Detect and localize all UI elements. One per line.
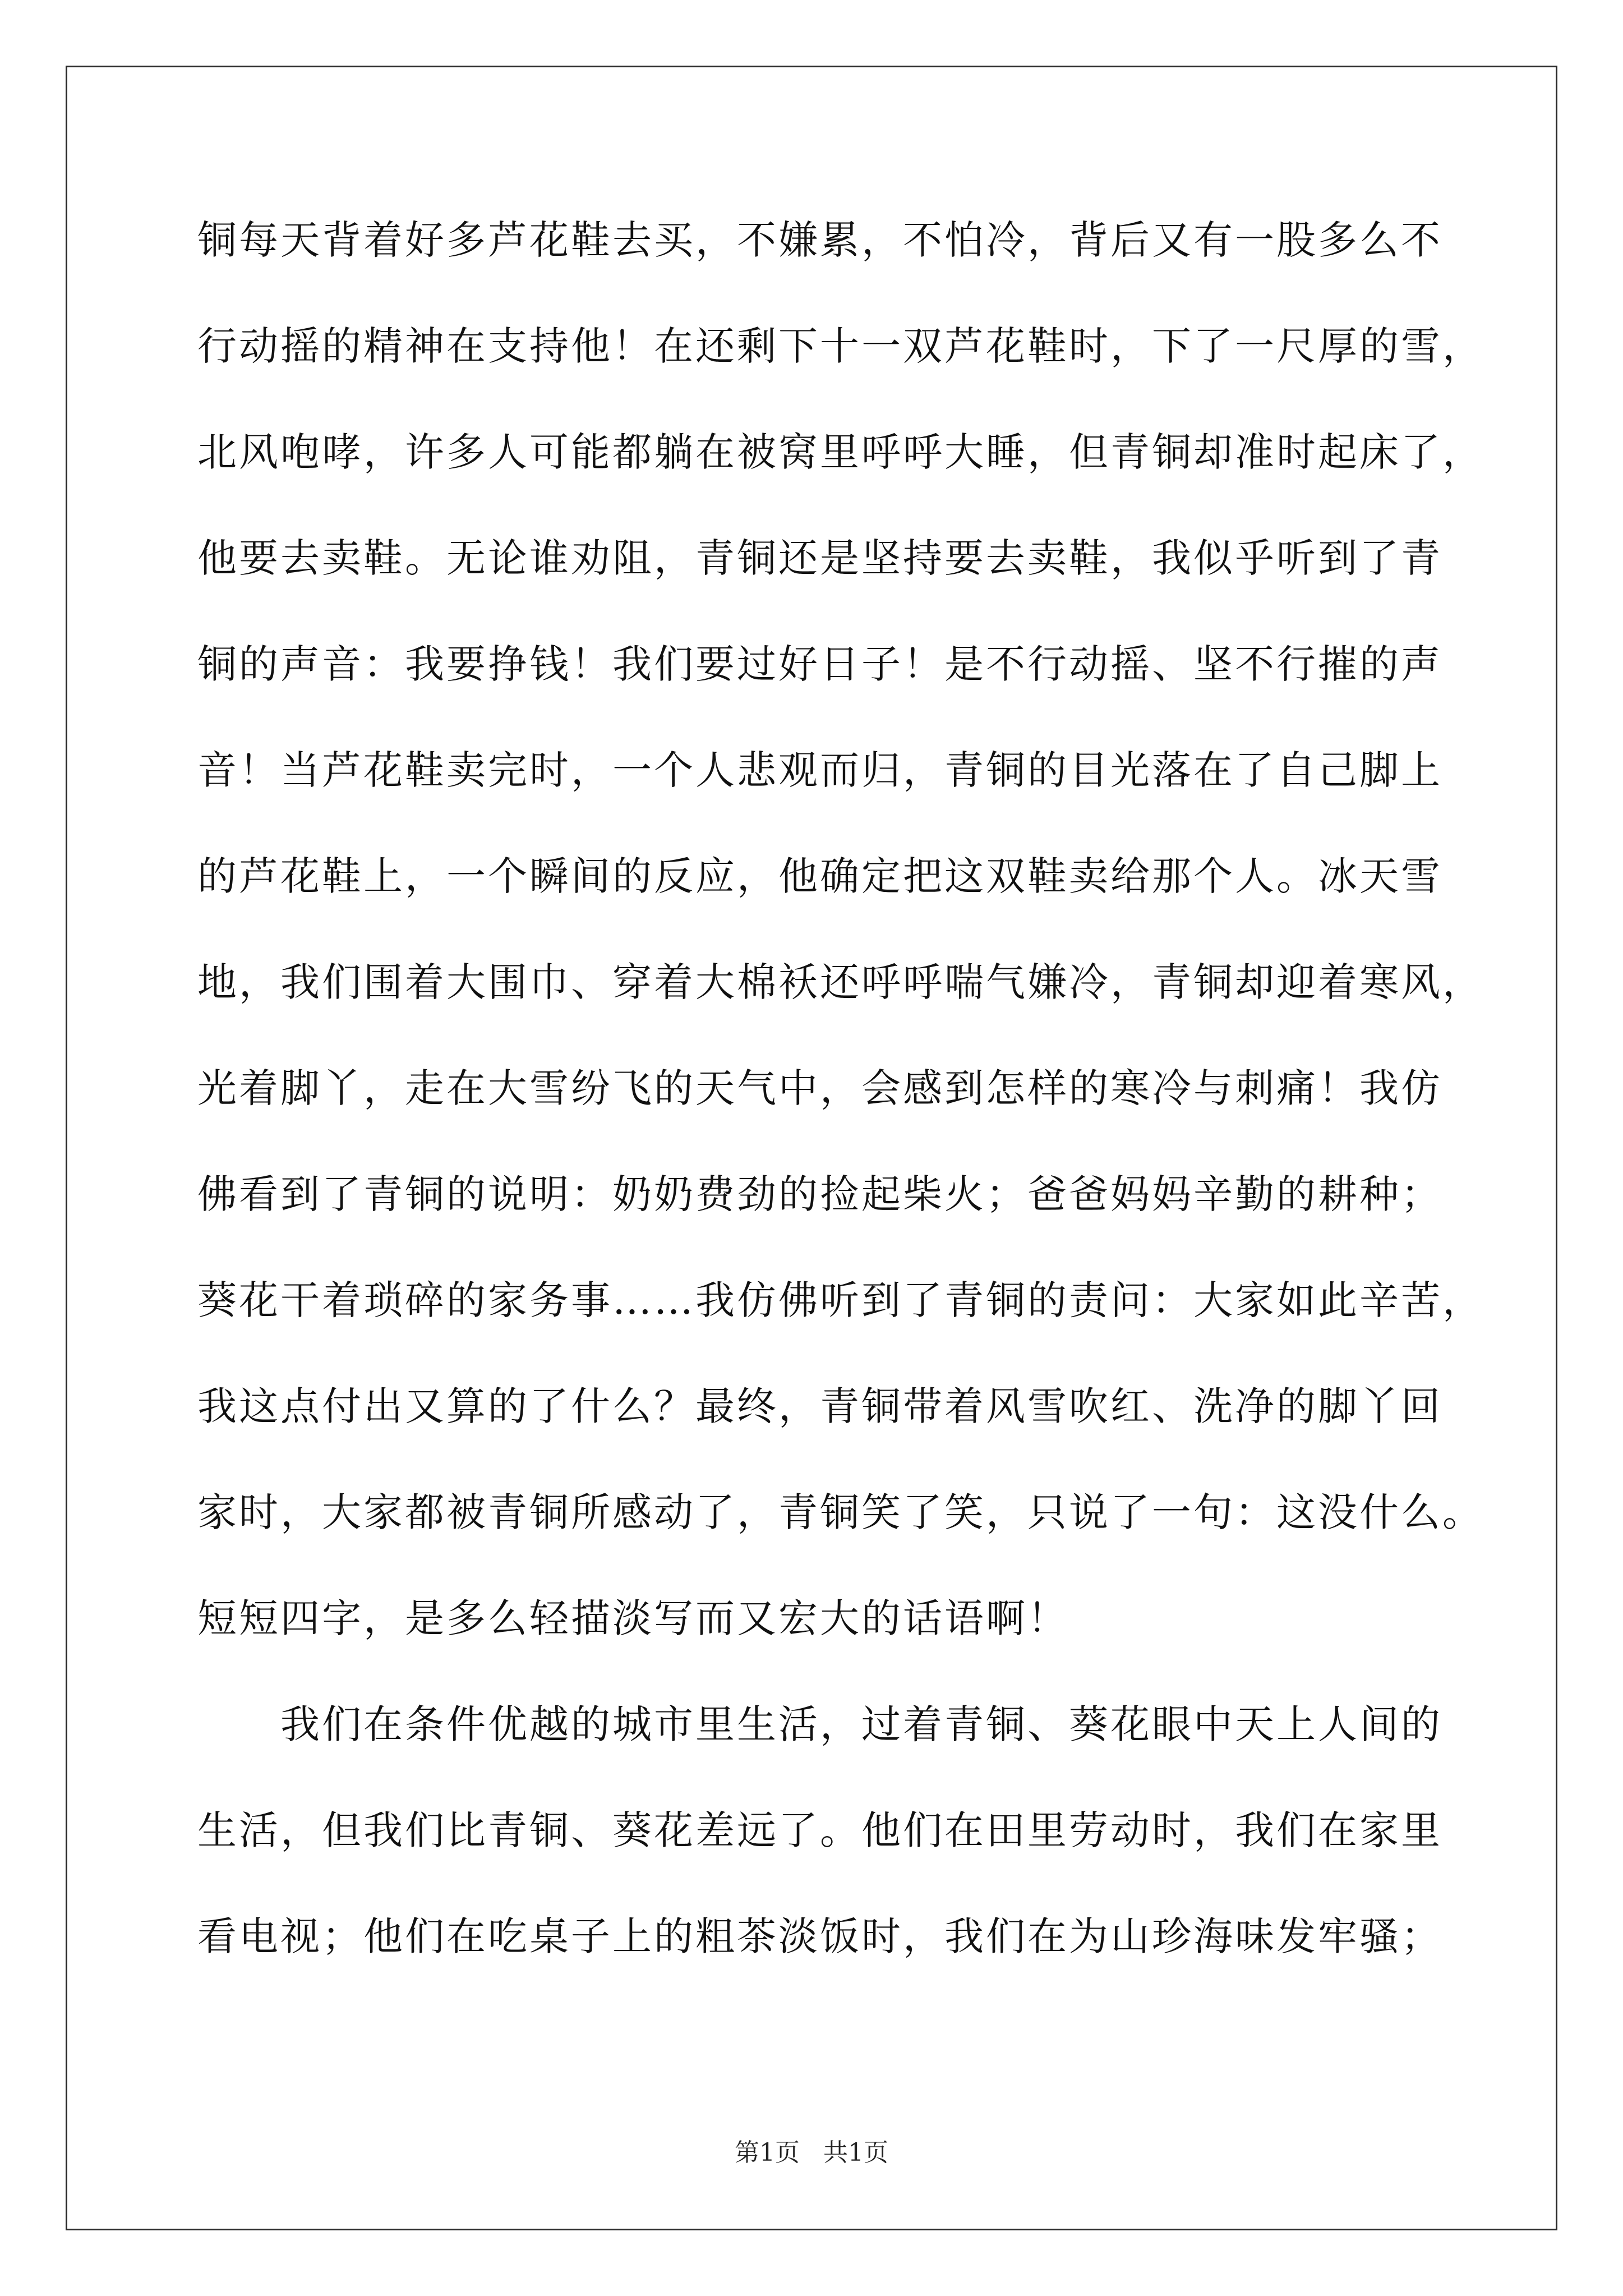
text-line: 家时，大家都被青铜所感动了，青铜笑了笑，只说了一句：这没什么。 — [197, 1489, 1484, 1535]
text-line: 生活，但我们比青铜、葵花差远了。他们在田里劳动时，我们在家里 — [197, 1807, 1442, 1853]
text-line: 我这点付出又算的了什么？最终，青铜带着风雪吹红、洗净的脚丫回 — [197, 1383, 1442, 1429]
text-line: 短短四字，是多么轻描淡写而又宏大的话语啊！ — [197, 1595, 1069, 1641]
text-line: 地，我们围着大围巾、穿着大棉袄还呼呼喘气嫌冷，青铜却迎着寒风， — [197, 959, 1484, 1005]
text-line: 行动摇的精神在支持他！在还剩下十一双芦花鞋时，下了一尺厚的雪， — [197, 323, 1484, 369]
text-line: 北风咆哮，许多人可能都躺在被窝里呼呼大睡，但青铜却准时起床了， — [197, 429, 1484, 475]
document-body — [197, 209, 1484, 2011]
text-line: 他要去卖鞋。无论谁劝阻，青铜还是坚持要去卖鞋，我似乎听到了青 — [197, 535, 1442, 581]
text-line: 葵花干着琐碎的家务事……我仿佛听到了青铜的责问：大家如此辛苦， — [197, 1277, 1484, 1323]
text-line: 光着脚丫，走在大雪纷飞的天气中，会感到怎样的寒冷与刺痛！我仿 — [197, 1065, 1442, 1111]
text-line: 音！当芦花鞋卖完时，一个人悲观而归，青铜的目光落在了自己脚上 — [197, 747, 1442, 793]
page-number-footer: 第1页 共1页 — [735, 2138, 888, 2167]
text-line: 铜的声音：我要挣钱！我们要过好日子！是不行动摇、坚不行摧的声 — [197, 641, 1442, 687]
text-line: 我们在条件优越的城市里生活，过着青铜、葵花眼中天上人间的 — [197, 1701, 1442, 1747]
text-line: 的芦花鞋上，一个瞬间的反应，他确定把这双鞋卖给那个人。冰天雪 — [197, 853, 1442, 899]
text-line: 佛看到了青铜的说明：奶奶费劲的捡起柴火；爸爸妈妈辛勤的耕种； — [197, 1171, 1442, 1217]
text-line: 铜每天背着好多芦花鞋去买，不嫌累，不怕冷，背后又有一股多么不 — [197, 217, 1442, 263]
text-line: 看电视；他们在吃桌子上的粗茶淡饭时，我们在为山珍海味发牢骚； — [197, 1913, 1442, 1959]
